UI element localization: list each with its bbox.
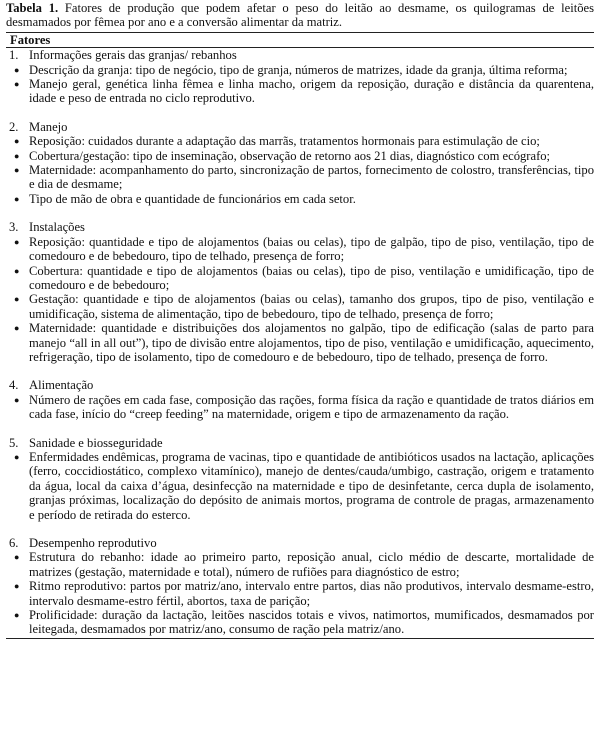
table-bottom-rule bbox=[6, 638, 594, 639]
section-number: 2. bbox=[9, 119, 19, 134]
list-item bbox=[6, 550, 594, 579]
section-number: 4. bbox=[9, 378, 19, 393]
table-caption-label: Tabela 1. bbox=[6, 1, 59, 15]
bullet-icon: ● bbox=[14, 294, 20, 305]
factor-section bbox=[6, 120, 594, 206]
section-items bbox=[6, 550, 594, 636]
section-title-text: Instalações bbox=[29, 220, 85, 235]
section-title bbox=[6, 378, 594, 392]
list-item bbox=[6, 321, 594, 364]
list-item bbox=[6, 393, 594, 422]
list-item-text: Reposição: quantidade e tipo de alojamentos (baias ou celas), tipo de galpão, tipo de piso, ventilação, tipo de comedouro e de bebedouro, tipo de telhado, presença de forro; bbox=[29, 234, 594, 264]
section-items bbox=[6, 235, 594, 365]
section-title bbox=[6, 220, 594, 234]
list-item-text: Cobertura: quantidade e tipo de alojamentos (baias ou celas), tipo de piso, ventilação e umidificação, tipo de comedouro e de bebedouro; bbox=[29, 263, 594, 292]
factor-section bbox=[6, 536, 594, 637]
section-number: 6. bbox=[9, 536, 19, 550]
list-item-text: Maternidade: quantidade e distribuições dos alojamentos no galpão, tipo de edificação (salas de parto para manejo “all in all out”), tipo de divisão entre alojamentos, tipo de piso, ventilação e umidificação, aquecimento, refrigeração, tipo de isolamento, tipo de comedouro e de bebedouro, tipo de telhado, presença de forro. bbox=[29, 321, 594, 364]
bullet-icon: ● bbox=[14, 552, 20, 563]
section-title-text: Manejo bbox=[29, 119, 68, 134]
table-caption-text: Fatores de produção que podem afetar o peso do leitão ao desmame, os quilogramas de leitões desmamados por fêmea por ano e a conversão alimentar da matriz. bbox=[6, 1, 594, 30]
factor-section bbox=[6, 436, 594, 522]
list-item-text: Número de rações em cada fase, composição das rações, forma física da ração e quantidade de tratos diários em cada fase, início do “creep feeding” na maternidade, origem e tipo de armazenamento da ração. bbox=[29, 392, 594, 422]
bullet-icon: ● bbox=[14, 394, 20, 405]
bullet-icon: ● bbox=[14, 165, 20, 176]
list-item bbox=[6, 192, 594, 206]
list-item bbox=[6, 63, 594, 77]
bullet-icon: ● bbox=[14, 323, 20, 334]
list-item bbox=[6, 579, 594, 608]
list-item bbox=[6, 292, 594, 321]
list-item-text: Gestação: quantidade e tipo de alojamentos (baias ou celas), tamanho dos grupos, tipo de piso, ventilação e umidificação, sistema de alimentação, tipo de bebedouro, tipo de telhado, presença de forro; bbox=[29, 292, 594, 321]
table-body bbox=[6, 48, 594, 637]
section-number: 1. bbox=[9, 48, 19, 63]
list-item bbox=[6, 163, 594, 192]
list-item-text: Estrutura do rebanho: idade ao primeiro parto, reposição anual, ciclo médio de descarte, mortalidade de matrizes (gestação, maternidade e total), número de rufiões para diagnóstico de estro; bbox=[29, 550, 594, 579]
bullet-icon: ● bbox=[14, 610, 20, 621]
bullet-icon: ● bbox=[14, 64, 20, 75]
bullet-icon: ● bbox=[14, 581, 20, 592]
factor-section bbox=[6, 220, 594, 364]
section-title-text: Sanidade e biosseguridade bbox=[29, 435, 163, 450]
section-items bbox=[6, 63, 594, 106]
section-title-text: Informações gerais das granjas/ rebanhos bbox=[29, 48, 237, 63]
section-number: 5. bbox=[9, 435, 19, 450]
section-title-text: Desempenho reprodutivo bbox=[29, 536, 157, 550]
section-items bbox=[6, 450, 594, 522]
section-number: 3. bbox=[9, 220, 19, 235]
bullet-icon: ● bbox=[14, 265, 20, 276]
section-title bbox=[6, 48, 594, 62]
bullet-icon: ● bbox=[14, 451, 20, 462]
list-item bbox=[6, 134, 594, 148]
bullet-icon: ● bbox=[14, 236, 20, 247]
section-title bbox=[6, 536, 594, 550]
list-item-text: Reposição: cuidados durante a adaptação das marrãs, tratamentos hormonais para estimulação de cio; bbox=[29, 134, 540, 149]
list-item-text: Cobertura/gestação: tipo de inseminação, observação de retorno aos 21 dias, diagnóstico com ecógrafo; bbox=[29, 148, 551, 163]
list-item-text: Prolificidade: duração da lactação, leitões nascidos totais e vivos, natimortos, mumificados, desmamados por leitegada, desmamados por matriz/ano, consumo de ração pela matriz/ano. bbox=[29, 608, 594, 637]
list-item-text: Maternidade: acompanhamento do parto, sincronização de partos, fornecimento de colostro, transferências, tipo e dia de desmame; bbox=[29, 163, 594, 192]
list-item-text: Manejo geral, genética linha fêmea e linha macho, origem da reposição, duração e distância da quarentena, idade e peso de entrada no ciclo reprodutivo. bbox=[29, 77, 594, 106]
section-items bbox=[6, 393, 594, 422]
list-item-text: Tipo de mão de obra e quantidade de funcionários em cada setor. bbox=[29, 191, 356, 206]
bullet-icon: ● bbox=[14, 150, 20, 161]
table-header: Fatores bbox=[6, 32, 594, 48]
factor-section bbox=[6, 48, 594, 106]
bullet-icon: ● bbox=[14, 136, 20, 147]
list-item bbox=[6, 77, 594, 106]
section-items bbox=[6, 134, 594, 206]
section-title-text: Alimentação bbox=[29, 378, 94, 393]
factor-section bbox=[6, 378, 594, 421]
list-item-text: Descrição da granja: tipo de negócio, tipo de granja, números de matrizes, idade da granja, última reforma; bbox=[29, 62, 568, 77]
section-title bbox=[6, 120, 594, 134]
table-caption bbox=[6, 1, 594, 30]
list-item bbox=[6, 149, 594, 163]
list-item bbox=[6, 264, 594, 293]
bullet-icon: ● bbox=[14, 193, 20, 204]
list-item bbox=[6, 235, 594, 264]
list-item-text: Ritmo reprodutivo: partos por matriz/ano, intervalo entre partos, dias não produtivos, intervalo desmame-estro, intervalo desmame-estro fértil, abortos, taxa de parição; bbox=[29, 579, 594, 608]
list-item bbox=[6, 450, 594, 522]
list-item-text: Enfermidades endêmicas, programa de vacinas, tipo e quantidade de antibióticos usados na lactação, aplicações (ferro, coccidiostático, complexo vitamínico), manejo de dentes/cauda/umbigo, castração, origem e tratamento da água, local da caixa d’água, desinfecção na maternidade e tipo de desinfetante, cerca dupla de isolamento, granjas próximas, localização do depósito de animais mortos, programa de controle de pragas, armazenamento e período de retirada do esterco. bbox=[29, 449, 594, 522]
document-page bbox=[6, 0, 594, 639]
section-title bbox=[6, 436, 594, 450]
bullet-icon: ● bbox=[14, 79, 20, 90]
list-item bbox=[6, 608, 594, 637]
